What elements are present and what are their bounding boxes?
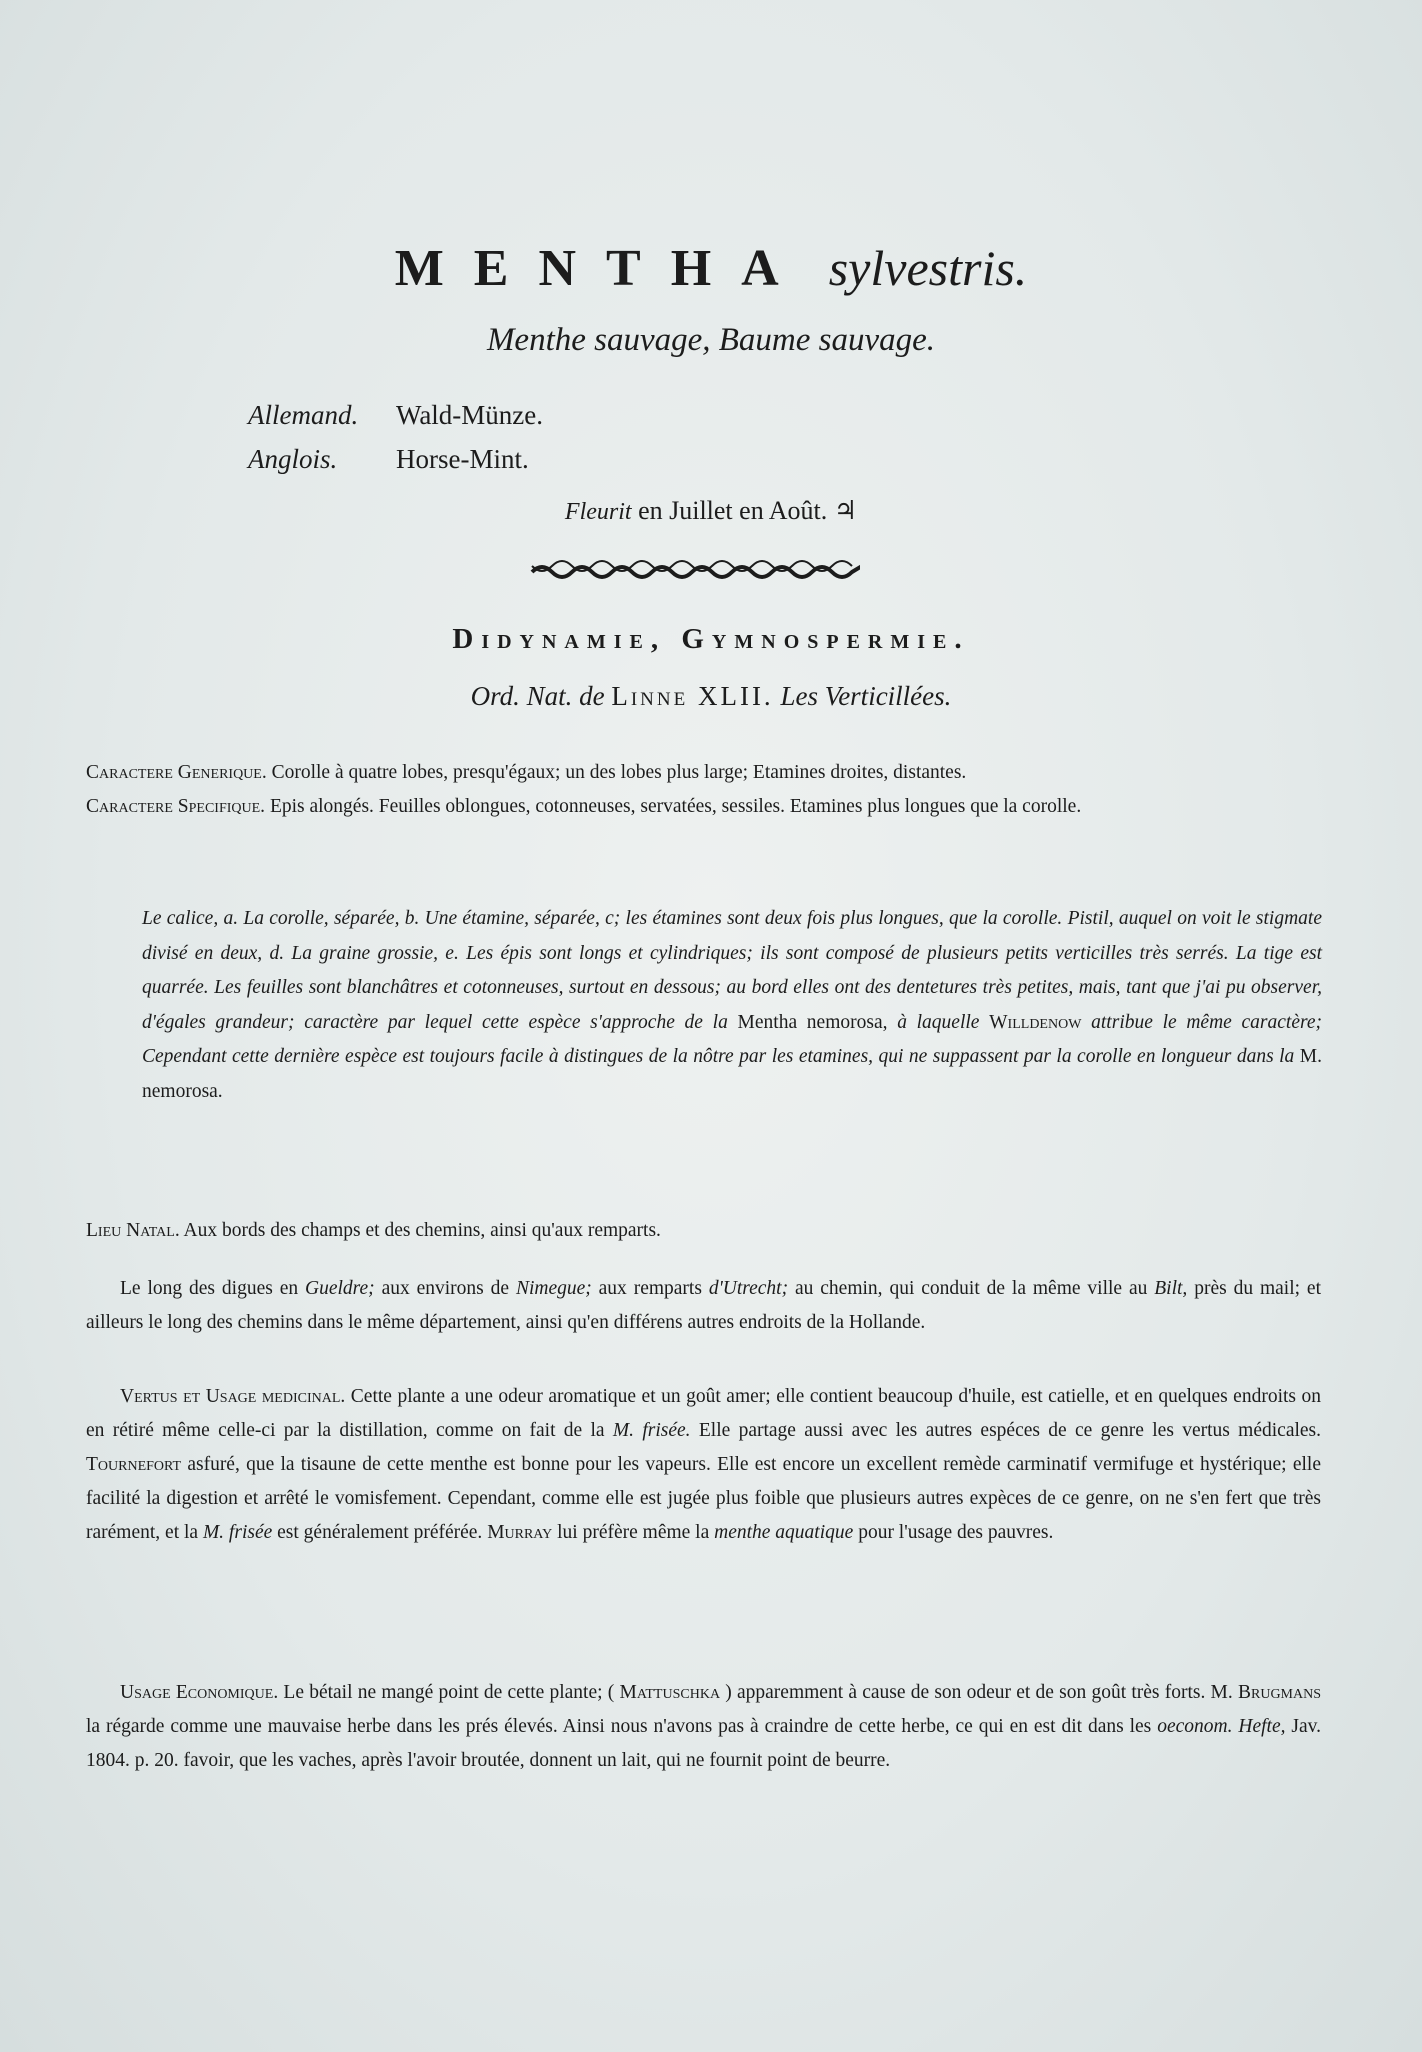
species-name: sylvestris.: [828, 240, 1028, 296]
economic-uses: [86, 1676, 1321, 1778]
perennial-symbol: ♃: [833, 496, 858, 525]
mattuschka: Mattuschka: [619, 1682, 721, 1703]
language-english: [248, 442, 529, 476]
lieu-text: Aux bords des champs et des chemins, ainsi qu'aux remparts.: [183, 1220, 661, 1241]
ornament-divider: [530, 558, 860, 580]
order-author: Linne XLII.: [611, 681, 774, 711]
language-name: Wald-Münze.: [396, 400, 544, 430]
vertus-text: pour l'usage des pauvres.: [858, 1522, 1054, 1543]
vertus-label: Vertus et Usage medicinal.: [120, 1386, 346, 1407]
character-section: [86, 756, 1321, 824]
natural-order: [0, 678, 1422, 714]
habitat-detail: [86, 1272, 1321, 1340]
habitat-text: aux remparts: [598, 1278, 702, 1299]
genus-name: MENTHA: [394, 240, 809, 297]
usage-label: Usage Economique.: [120, 1682, 279, 1703]
specific-label: Caractere Specifique.: [86, 796, 266, 817]
medicinal-uses: [86, 1380, 1321, 1550]
place-gueldre: Gueldre;: [305, 1278, 375, 1299]
vertus-text: asfuré, que la tisaune de cette menthe est bonne pour les vapeurs. Elle est encore un excellent remède carminatif vermifuge et hystérique; elle facilité la digestion et arrêté le vomisfement. Cependant, comme elle est jugée plus foible que plusieurs autres expèces de ce genre, on ne s'en fert que très rarément, et la: [86, 1454, 1321, 1543]
habitat-text: Le long des digues en: [120, 1278, 299, 1299]
menthe-aquatique: menthe aquatique: [714, 1522, 854, 1543]
page-title: [0, 238, 1422, 299]
language-name: Horse-Mint.: [396, 444, 529, 474]
oeconom-hefte: oeconom. Hefte,: [1157, 1716, 1286, 1737]
habitat-text: au chemin, qui conduit de la même ville au: [794, 1278, 1148, 1299]
language-label: Allemand.: [248, 400, 359, 430]
place-bilt: Bilt,: [1154, 1278, 1188, 1299]
m-nemorosa: M. nemorosa.: [142, 1046, 1323, 1102]
generic-character: [86, 756, 1321, 790]
order-prefix: Ord. Nat. de: [470, 681, 605, 711]
habitat-text: près du mail; et ailleurs le long des chemins dans le même département, ainsi qu'en différens autres endroits de la Hollande.: [86, 1278, 1322, 1333]
specific-text: Epis alongés. Feuilles oblongues, cotonneuses, servatées, sessiles. Etamines plus longues que la corolle.: [269, 796, 1082, 817]
murray: Murray: [487, 1522, 553, 1543]
flowering-label: Fleurit: [564, 499, 632, 525]
usage-text: la régarde comme une mauvaise herbe dans les prés élevés. Ainsi nous n'avons pas à craindre de cette herbe, ce qui en est dit dans les: [86, 1716, 1152, 1737]
mentha-nemorosa: Mentha nemorosa,: [737, 1011, 888, 1033]
specific-character: [86, 790, 1321, 824]
generic-text: Corolle à quatre lobes, presqu'égaux; un des lobes plus large; Etamines droites, distantes.: [271, 762, 967, 783]
brugmans: Brugmans: [1237, 1682, 1322, 1703]
flowering-period: [0, 494, 1422, 529]
figure-text-2: à laquelle: [897, 1011, 980, 1033]
vertus-text: Elle partage aussi avec les autres espéces de ce genre les vertus médicales.: [698, 1420, 1322, 1441]
usage-text: Jav. 1804. p. 20. favoir, que les vaches, après l'avoir broutée, donnent un lait, qui ne fournit point de beurre.: [86, 1716, 1322, 1771]
figure-description: [142, 902, 1322, 1109]
vertus-text: lui préfère même la: [557, 1522, 710, 1543]
language-german: [248, 398, 543, 432]
usage-text: ) apparemment à cause de son odeur et de son goût très forts. M.: [725, 1682, 1233, 1703]
lieu-label: Lieu Natal.: [86, 1220, 180, 1241]
place-utrecht: d'Utrecht;: [708, 1278, 789, 1299]
common-names: Menthe sauvage, Baume sauvage.: [486, 322, 936, 358]
linnaean-class: Didynamie, Gymnospermie.: [452, 623, 970, 655]
figure-text-1: Le calice, a. La corolle, séparée, b. Une étamine, séparée, c; les étamines sont deux fois plus longues, que la corolle. Pistil, auquel on voit le stigmate divisé en deux, d. La graine grossie, e. Les épis sont longs et cylindriques; ils sont composé de plusieurs petits verticilles très serrés. La tige est quarrée. Les feuilles sont blanchâtres et cotonneuses, surtout en dessous; au bord elles ont des dentetures très petites, mais, tant que j'ai pu observer, d'égales grandeur; caractère par lequel cette espèce s'approche de la: [142, 908, 1322, 1033]
usage-text: Le bétail ne mangé point de cette plante; (: [283, 1682, 615, 1703]
m-frisee: M. frisée.: [612, 1420, 691, 1441]
flowering-text: en Juillet en Août.: [638, 496, 828, 525]
generic-label: Caractere Generique.: [86, 762, 267, 783]
order-name: Les Verticillées.: [780, 681, 952, 711]
language-label: Anglois.: [248, 444, 338, 474]
native-habitat: [86, 1214, 1321, 1248]
habitat-text: aux environs de: [381, 1278, 510, 1299]
place-nimegue: Nimegue;: [515, 1278, 592, 1299]
figure-text-3: attribue le même caractère; Cependant cette dernière espèce est toujours facile à distingues de la nôtre par les etamines, qui ne suppassent par la corolle en longueur dans la: [142, 1011, 1323, 1067]
tournefort: Tournefort: [86, 1454, 182, 1475]
vertus-text: est généralement préférée.: [277, 1522, 483, 1543]
m-frisee: M. frisée: [202, 1522, 273, 1543]
vertus-text: Cette plante a une odeur aromatique et un goût amer; elle contient beaucoup d'huile, est catielle, et en quelques endroits on en rétiré même celle-ci par la distillation, comme on fait de la: [86, 1386, 1321, 1441]
willdenow: Willdenow: [989, 1011, 1082, 1033]
